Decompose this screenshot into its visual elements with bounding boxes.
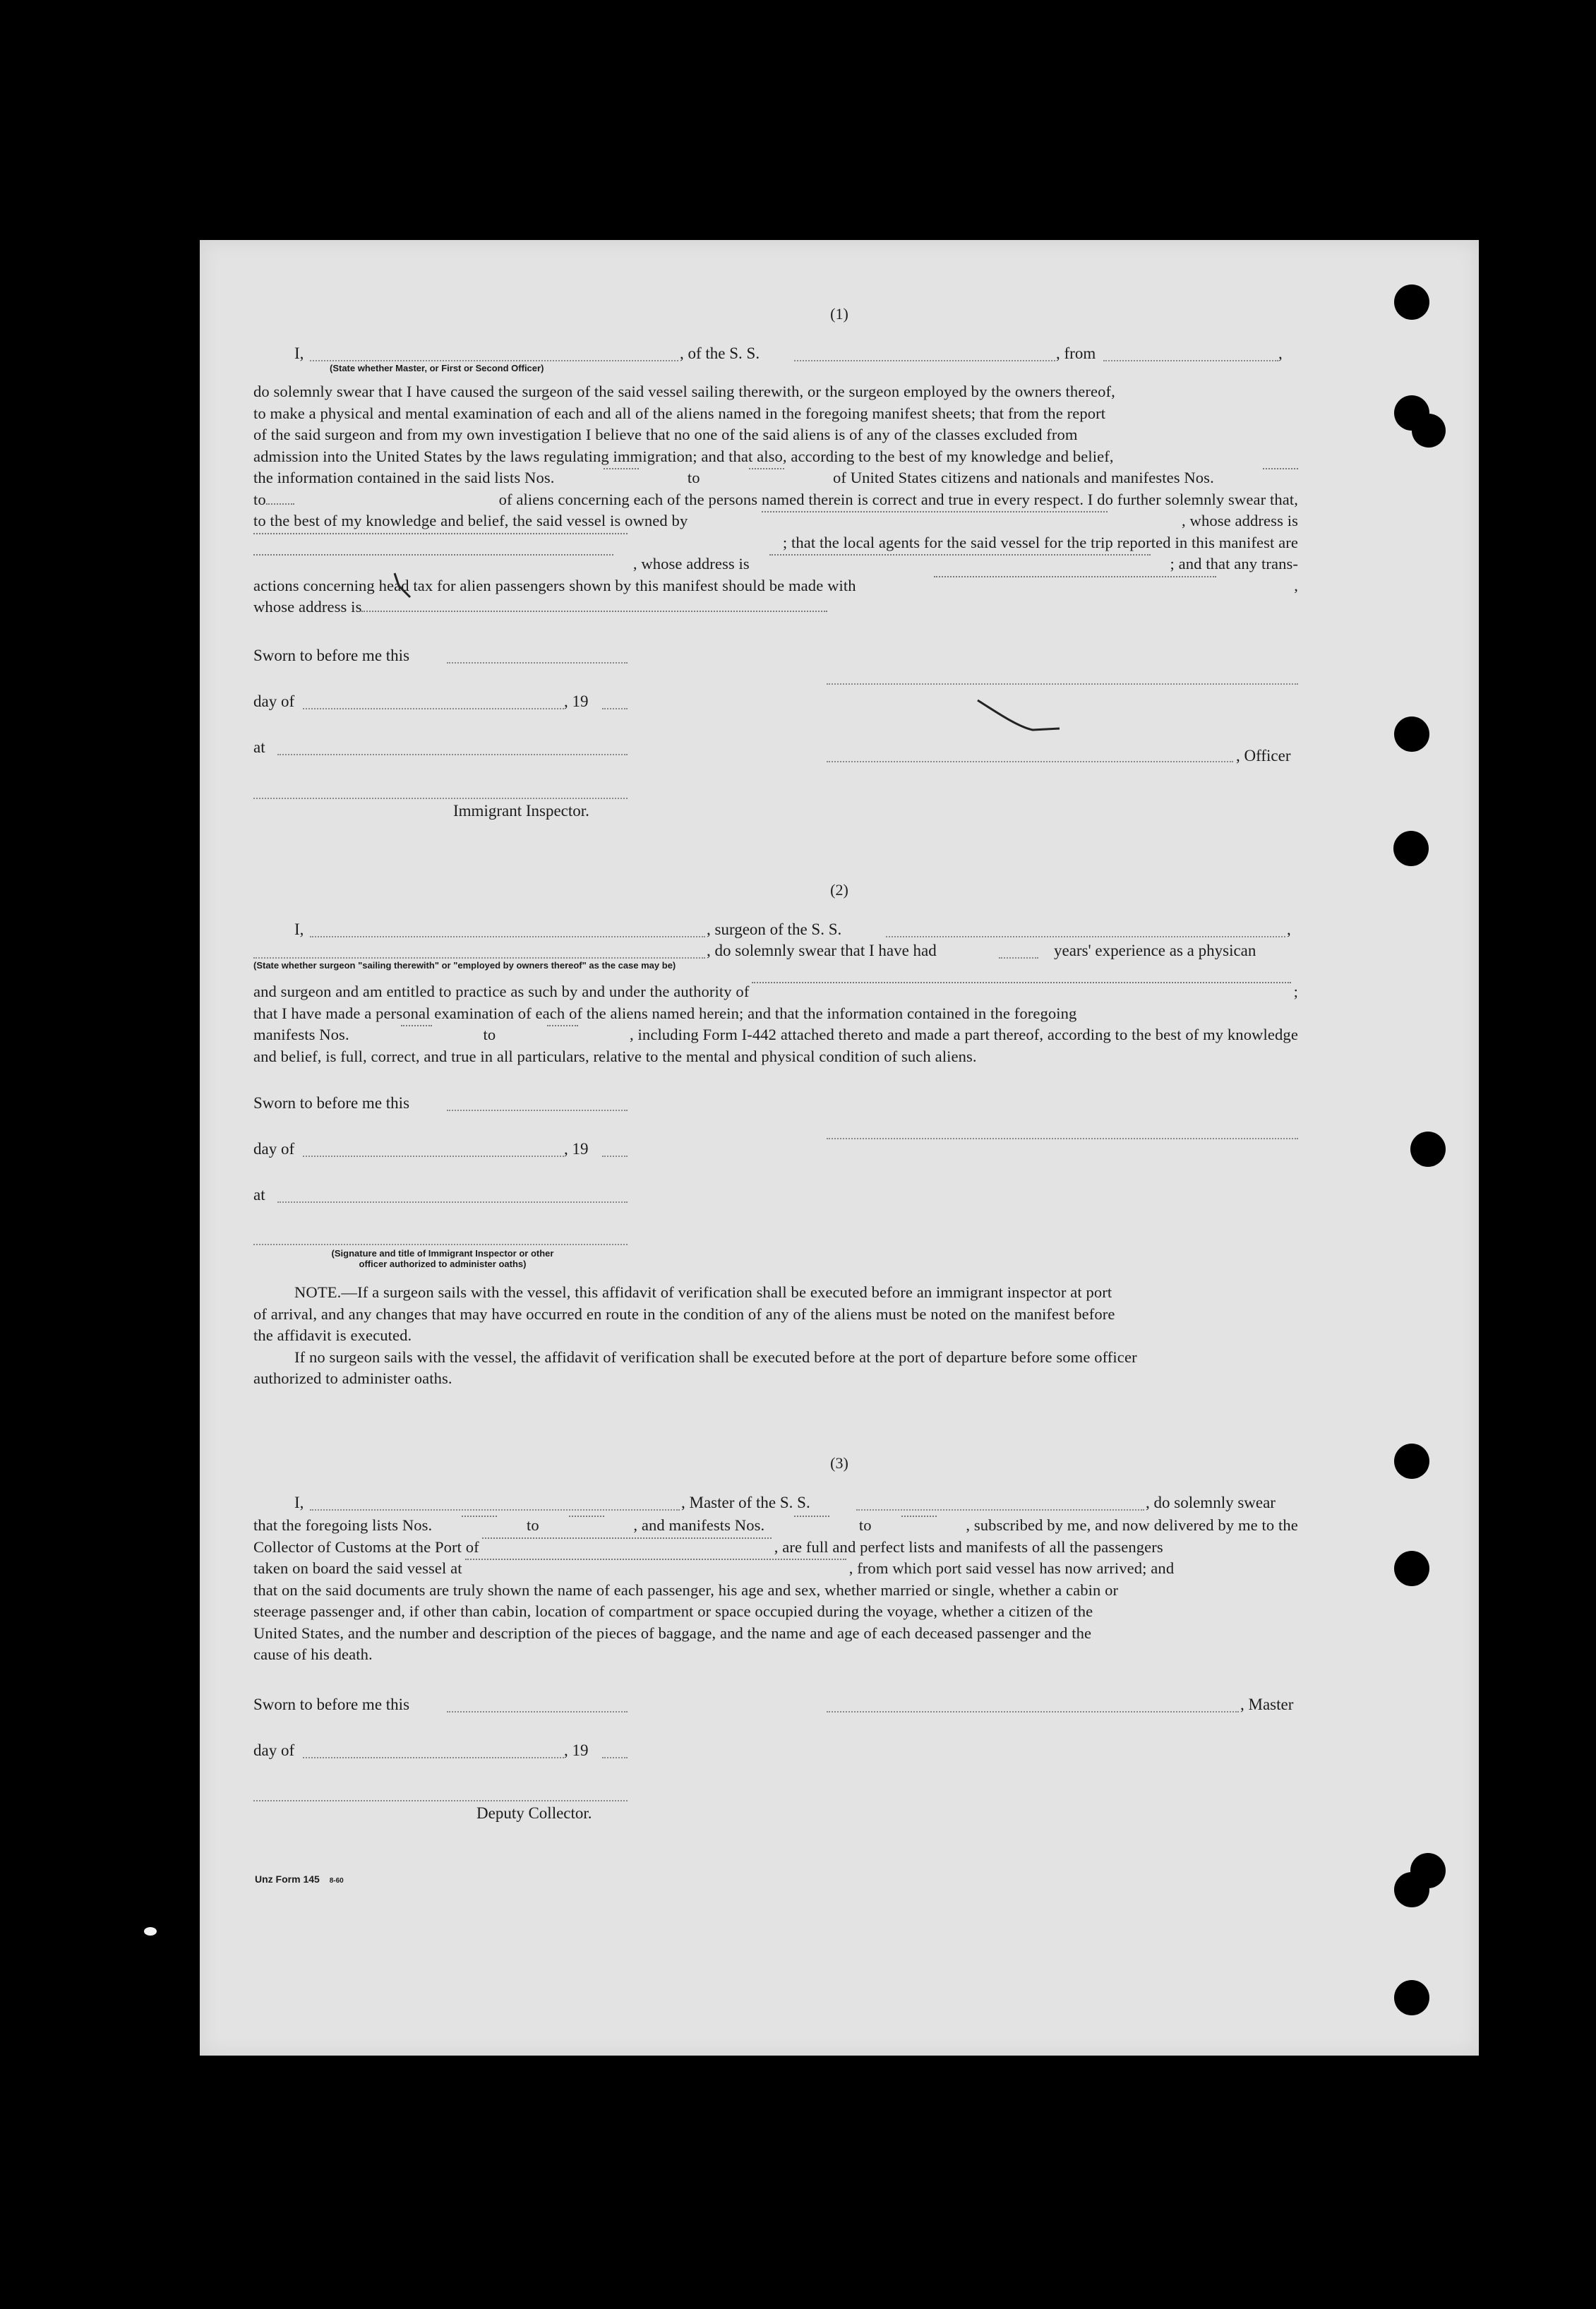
at-label-1: at bbox=[253, 738, 265, 756]
form-page: (1) I, , of the S. S. , from , (State whether Master, or First or Second Officer) do solemnly swear that I have caused the surgeon of the said vessel sailing therewith, or the surgeon employed by the owners thereof, to make a physical and mental examination of each and all of the aliens named in the foregoing manifest sheets; that from the report of the said surgeon and from my own investigation I believe that no one of the said aliens is of any of the classes excluded from admission into the United States by the laws regulating immigration; and that also, according to the best of my knowledge and belief, the information contained in the said lists Nos. to of United States citizens and nationals and manifestes Nos. to of aliens concerning each of the persons named therein is correct and true in every respect. I do further solemnly swear that, to the best of my knowledge and belief, the said vessel is owned by , whose address is ; that the local agents for the said vessel for the trip reported in this manifest are , whose address is ; and that any trans- actions concerning head tax for alien passengers shown by this manifest should be made with , whose address is Sworn to before me this day of , 19 at , Officer Immigrant Inspector. (2) I, , surgeon of the S. S. , , do solemnly swear that I have had years' experience as a physican (State whether surgeon "sailing therewith" or "employed by owners thereof" as the case may be) and surgeon and am entitled to practice as such by and under the authority of ; that I have made a personal examination of each of the aliens named herein; and that the information contained in the foregoing manifests Nos. to , including Form I-442 attached thereto and made a part thereof, according to the best of my knowledge and belief, is full, correct, and true in all particulars, relative to the mental and physical condition of such aliens. Sworn to before me this day of , 19 at (Signature and title of Immigrant Inspector or other officer authorized to administer oaths) NOTE.—If a surgeon sails with the vessel, this affidavit of verification shall be executed before an immigrant inspector at port of arrival, and any changes that may have occurred en route in the condition of any of the aliens must be noted on the manifest before the affidavit is executed. If no surgeon sails with the vessel, the affidavit of verification shall be executed before at the port of departure before some officer authorized to administer oaths. (3) I, , Master of the S. S. , do solemnly swear that the foregoing lists Nos. to , and manifests Nos. to , subscribed by me, and now delivered by me to the Collector of Customs at the Port of , are full and perfect lists and manifests of all the passengers taken on board the said vessel at , from which port said vessel has now arrived; and that on the said documents are truly shown the name of each passenger, his age and sex, whether married or single, whether a cabin or steerage passenger and, if other than cabin, location of compartment or space occupied during the voyage, whether a citizen of the United States, and the number and description of the pieces of baggage, and the name and age of each deceased passenger and the cause of his death. Sworn to before me this , Master day of , 19 Deputy Collector. Unz Form 145 8-60 bbox=[200, 240, 1479, 2056]
sworn-label-1: Sworn to before me this bbox=[253, 647, 410, 664]
punch-hole bbox=[1393, 831, 1429, 866]
master-label: , Master bbox=[1240, 1696, 1294, 1713]
deputy-signature-field[interactable] bbox=[253, 1800, 628, 1801]
punch-hole bbox=[1394, 1872, 1429, 1907]
punch-hole bbox=[1394, 284, 1429, 320]
sworn-date-field-2[interactable] bbox=[447, 1110, 628, 1111]
sworn-date-field-3[interactable] bbox=[447, 1711, 628, 1713]
at-field-2[interactable] bbox=[277, 1201, 628, 1203]
surgeon-instruction: (State whether surgeon "sailing therewith" or "employed by owners thereof" as the case may be) bbox=[253, 960, 676, 971]
surgeon-name-field[interactable] bbox=[310, 936, 705, 937]
day-of-label-2: day of bbox=[253, 1140, 295, 1158]
of-ss-label: , of the S. S. bbox=[680, 344, 760, 362]
punch-hole bbox=[1394, 716, 1429, 752]
signature-caption: (Signature and title of Immigrant Inspector or other officer authorized to administer oaths) bbox=[331, 1248, 554, 1269]
sworn-label-3: Sworn to before me this bbox=[253, 1696, 410, 1713]
i-label: I, bbox=[294, 344, 304, 362]
master-name-field[interactable] bbox=[310, 1509, 680, 1511]
year-field-1[interactable] bbox=[602, 708, 628, 709]
punch-hole bbox=[1412, 414, 1446, 448]
officer-label: , Officer bbox=[1236, 747, 1291, 764]
officer-instruction: (State whether Master, or First or Second Officer) bbox=[330, 363, 544, 373]
at-label-2: at bbox=[253, 1186, 265, 1204]
punch-hole bbox=[1394, 1980, 1429, 2015]
day-of-field-2[interactable] bbox=[303, 1156, 564, 1157]
day-of-label-3: day of bbox=[253, 1741, 295, 1759]
year-field-3[interactable] bbox=[602, 1757, 628, 1758]
section-2-body: and surgeon and am entitled to practice as such by and under the authority of ; that I have made a personal examination of each of the aliens named herein; and that the information contained in the foregoing manifests Nos. to , including Form I-442 attached thereto and made a part thereof, according to the best of my knowledge and belief, is full, correct, and true in all particulars, relative to the mental and physical condition of such aliens. bbox=[253, 983, 1298, 1065]
year-label-2: , 19 bbox=[564, 1140, 589, 1158]
officer-signature-field[interactable] bbox=[827, 761, 1233, 762]
inspector-signature-field-2[interactable] bbox=[253, 1244, 628, 1245]
years-label: years' experience as a physican bbox=[1054, 942, 1256, 959]
form-id: Unz Form 145 8-60 bbox=[255, 1873, 344, 1885]
from-port-field[interactable] bbox=[1103, 360, 1278, 361]
sworn-date-field-1[interactable] bbox=[447, 662, 628, 664]
day-of-field-1[interactable] bbox=[303, 708, 564, 709]
surgeon-of-ss-label: , surgeon of the S. S. bbox=[707, 920, 842, 938]
deputy-label: Deputy Collector. bbox=[476, 1804, 592, 1822]
year-label-3: , 19 bbox=[564, 1741, 589, 1759]
swear-label-2: , do solemnly swear that I have had bbox=[707, 942, 937, 959]
from-label: , from bbox=[1056, 344, 1096, 362]
i-label-3: I, bbox=[294, 1494, 304, 1511]
day-of-label-1: day of bbox=[253, 692, 295, 710]
master-signature-field[interactable] bbox=[827, 1711, 1239, 1713]
at-field-1[interactable] bbox=[277, 754, 628, 755]
section-1-number: (1) bbox=[830, 305, 848, 323]
vessel-name-field[interactable] bbox=[794, 360, 1055, 361]
section-3-number: (3) bbox=[830, 1454, 848, 1472]
dust-speck bbox=[144, 1927, 157, 1936]
officer-name-field[interactable] bbox=[310, 360, 678, 361]
i-label-2: I, bbox=[294, 920, 304, 938]
day-of-field-3[interactable] bbox=[303, 1757, 564, 1758]
year-label-1: , 19 bbox=[564, 692, 589, 710]
section-2-number: (2) bbox=[830, 881, 848, 899]
pen-stroke-mark bbox=[976, 699, 1061, 741]
note-block: NOTE.—If a surgeon sails with the vessel, this affidavit of verification shall be executed before an immigrant inspector at port of arrival, and any changes that may have occurred en route in the condition of any of the aliens must be noted on the manifest before the affidavit is executed. If no surgeon sails with the vessel, the affidavit of verification shall be executed before at the port of departure before some officer authorized to administer oaths. bbox=[253, 1283, 1137, 1387]
surgeon-signature-field[interactable] bbox=[827, 1138, 1298, 1139]
years-experience-field[interactable] bbox=[999, 957, 1038, 959]
punch-hole bbox=[1394, 1551, 1429, 1586]
surgeon-status-field[interactable] bbox=[253, 957, 705, 959]
surgeon-vessel-field[interactable] bbox=[886, 936, 1285, 937]
master-of-ss-label: , Master of the S. S. bbox=[681, 1494, 810, 1511]
year-field-2[interactable] bbox=[602, 1156, 628, 1157]
swear-label-3: , do solemnly swear bbox=[1146, 1494, 1276, 1511]
sworn-label-2: Sworn to before me this bbox=[253, 1094, 410, 1112]
ink-tick-mark bbox=[392, 572, 413, 600]
officer-signature-line-top[interactable] bbox=[827, 683, 1298, 685]
inspector-signature-field-1[interactable] bbox=[253, 798, 628, 799]
punch-hole bbox=[1410, 1132, 1446, 1167]
section-1-body: do solemnly swear that I have caused the surgeon of the said vessel sailing therewith, or the surgeon employed by the owners thereof, to make a physical and mental examination of each and all of the aliens named in the foregoing manifest sheets; that from the report of the said surgeon and from my own investigation I believe that no one of the said aliens is of any of the classes excluded from admission into the United States by the laws regulating immigration; and that also, according to the best of my knowledge and belief, the information contained in the said lists Nos. to of United States citizens and nationals and manifestes Nos. to of aliens concerning each of the persons named therein is correct and true in every respect. I do further solemnly swear that, to the best of my knowledge and belief, the said vessel is owned by , whose address is ; that the local agents for the said vessel for the trip reported in this manifest are , whose address is ; and that any trans- actions concerning head tax for alien passengers shown by this manifest should be made with , whose address is bbox=[253, 383, 1298, 616]
master-vessel-field[interactable] bbox=[856, 1509, 1144, 1511]
inspector-label-1: Immigrant Inspector. bbox=[453, 802, 589, 820]
section-3-body: that the foregoing lists Nos. to , and manifests Nos. to , subscribed by me, and now delivered by me to the Collector of Customs at the Port of , are full and perfect lists and manifests of all the passengers taken on board the said vessel at , from which port said vessel has now arrived; and that on the said documents are truly shown the name of each passenger, his age and sex, whether married or single, whether a cabin or steerage passenger and, if other than cabin, location of compartment or space occupied during the voyage, whether a citizen of the United States, and the number and description of the pieces of baggage, and the name and age of each deceased passenger and the cause of his death. bbox=[253, 1516, 1298, 1663]
punch-hole bbox=[1394, 1444, 1429, 1479]
